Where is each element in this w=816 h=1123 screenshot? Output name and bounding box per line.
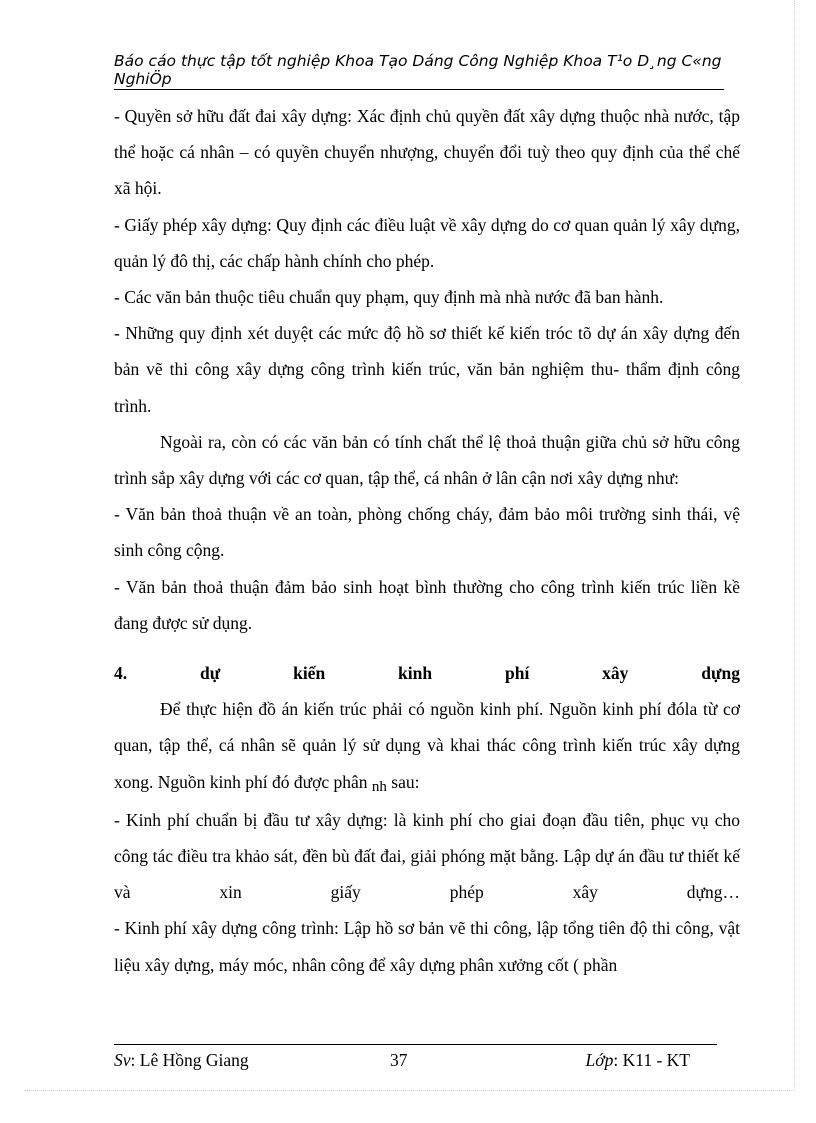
funding-intro-end: sau: <box>391 771 420 792</box>
class-value: : K11 - KT <box>613 1050 690 1070</box>
page-number: 37 <box>390 1050 408 1070</box>
footer-divider <box>114 1044 717 1045</box>
document-body <box>114 98 740 983</box>
page-border-bottom <box>24 1090 794 1091</box>
funding-intro-text: Để thực hiện đồ án kiến trúc phải có nguồn kinh phí. Nguồn kinh phí đóla từ cơ quan, tập thể, cá nhân sẽ quản lý sử dụng và khai thác công trình kiến trúc xây dựng xong. Nguồn kinh phí đó được phân <box>114 699 740 792</box>
page-header <box>114 52 724 90</box>
student-label: Sv <box>114 1050 131 1070</box>
paragraph-standards: - Các văn bản thuộc tiêu chuẩn quy phạm, quy định mà nhà nước đã ban hành. <box>114 287 664 308</box>
paragraph-preparation-cost: - Kinh phí chuẩn bị đầu tư xây dựng: là kinh phí cho giai đoạn đầu tiên, phục vụ cho công tác điều tra khảo sát, đền bù đất đai, giải phóng mặt bằng. Lập dự án đầu tư thiết kế và xin giấy phép xây dựng… <box>114 809 740 903</box>
footer-class <box>586 1049 690 1071</box>
paragraph-construction-cost: - Kinh phí xây dựng công trình: Lập hồ sơ bản vẽ thi công, lập tổng tiên độ thi công, vật liệu xây dựng, máy móc, nhân công để xây dựng phân xưởng cốt ( phần <box>114 918 740 975</box>
student-name: : Lê Hồng Giang <box>130 1050 249 1070</box>
paragraph-agreements: Ngoài ra, còn có các văn bản có tính chất thể lệ thoả thuận giữa chủ sở hữu công trình sắp xây dựng với các cơ quan, tập thể, cá nhân ở lân cận nơi xây dựng như: <box>114 431 740 489</box>
paragraph-building-permit: - Giấy phép xây dựng: Quy định các điều luật về xây dựng do cơ quan quản lý xây dựng, quản lý đô thị, các chấp hành chính cho phép. <box>114 214 740 271</box>
paragraph-neighbor-agreement: - Văn bản thoả thuận đảm bảo sinh hoạt bình thường cho công trình kiến trúc liền kề đang được sử dụng. <box>114 576 740 633</box>
section-heading: 4. dự kiến kinh phí xây dựng <box>114 663 740 684</box>
paragraph-regulations: - Những quy định xét duyệt các mức độ hồ sơ thiết kế kiến tróc tõ dự án xây dựng đến bản vẽ thi công xây dựng công trình kiến trúc, văn bản nghiệm thu- thẩm định công trình. <box>114 323 740 416</box>
paragraph-safety-agreement: - Văn bản thoả thuận về an toàn, phòng chống cháy, đảm bảo môi trường sinh thái, vệ sinh công cộng. <box>114 504 740 561</box>
class-label: Lớp <box>585 1050 614 1070</box>
header-text: Báo cáo thực tập tốt nghiệp Khoa Tạo Dáng Công Nghiệp Khoa T¹o D¸ng C«ng NghiÖp <box>114 52 722 88</box>
funding-intro-sub: nh <box>371 778 387 795</box>
page-border-right <box>794 0 795 1090</box>
paragraph-funding-intro <box>114 691 740 802</box>
footer-student <box>114 1049 249 1071</box>
paragraph-land-ownership: - Quyền sở hữu đất đai xây dựng: Xác định chủ quyền đất xây dựng thuộc nhà nước, tập thể hoặc cá nhân – có quyền chuyển nhượng, chuyển đổi tuỳ theo quy định của thể chế xã hội. <box>114 106 740 199</box>
